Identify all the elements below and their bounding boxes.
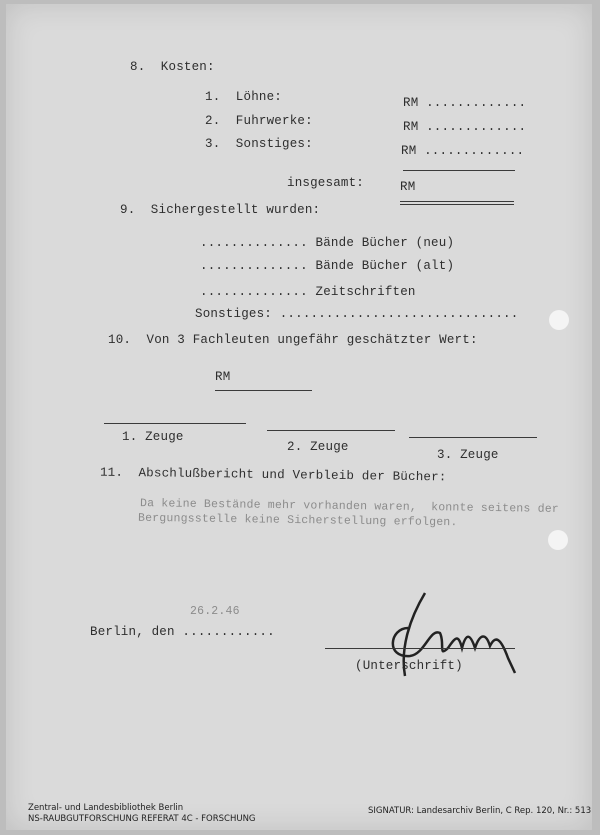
- place-date-label: Berlin, den ............: [90, 625, 275, 639]
- section8-heading: 8. Kosten:: [130, 60, 215, 74]
- footer-library: Zentral- und Landesbibliothek Berlin: [28, 803, 184, 813]
- punch-hole: [548, 530, 568, 550]
- cost-value: RM .............: [401, 144, 525, 158]
- secured-item: .............. Zeitschriften: [200, 285, 416, 299]
- punch-hole: [549, 310, 569, 330]
- signature-line: [325, 648, 515, 649]
- witness-label: 3. Zeuge: [437, 448, 499, 462]
- witness-label: 2. Zeuge: [287, 440, 349, 454]
- footer-department: NS-RAUBGUTFORSCHUNG REFERAT 4C - FORSCHUNG: [28, 814, 256, 824]
- cost-label: 2. Fuhrwerke:: [205, 114, 313, 128]
- sum-line: [403, 170, 515, 171]
- secured-item: .............. Bände Bücher (alt): [200, 259, 455, 273]
- double-line: [400, 204, 514, 205]
- report-text: Da keine Bestände mehr vorhanden waren, konnte seitens der: [139, 497, 560, 516]
- witness-label: 1. Zeuge: [122, 430, 184, 444]
- report-text: Bergungsstelle keine Sicherstellung erfolgen.: [137, 511, 458, 530]
- witness-line: [104, 423, 246, 424]
- footer-signature: SIGNATUR: Landesarchiv Berlin, C Rep. 120, Nr.: 513: [368, 806, 592, 816]
- cost-label: 1. Löhne:: [205, 90, 283, 104]
- section9-heading: 9. Sichergestellt wurden:: [120, 203, 321, 217]
- estimated-value: RM: [215, 370, 231, 384]
- witness-line: [409, 437, 537, 438]
- cost-value: RM .............: [403, 96, 527, 110]
- footer-left: [28, 803, 256, 825]
- section10-heading: 10. Von 3 Fachleuten ungefähr geschätzter Wert:: [108, 333, 478, 347]
- signature-label: (Unterschrift): [355, 659, 463, 673]
- secured-item: .............. Bände Bücher (neu): [200, 236, 455, 250]
- value-line: [215, 390, 312, 391]
- section11-heading: 11. Abschlußbericht und Verbleib der Bücher:: [99, 465, 447, 485]
- total-label: insgesamt:: [287, 176, 365, 190]
- double-line: [400, 201, 514, 202]
- date-value: 26.2.46: [190, 605, 240, 618]
- cost-label: 3. Sonstiges:: [205, 137, 313, 151]
- total-value: RM: [400, 180, 416, 194]
- witness-line: [267, 430, 395, 431]
- cost-value: RM .............: [403, 120, 527, 134]
- secured-other: Sonstiges: ...............................: [195, 307, 519, 321]
